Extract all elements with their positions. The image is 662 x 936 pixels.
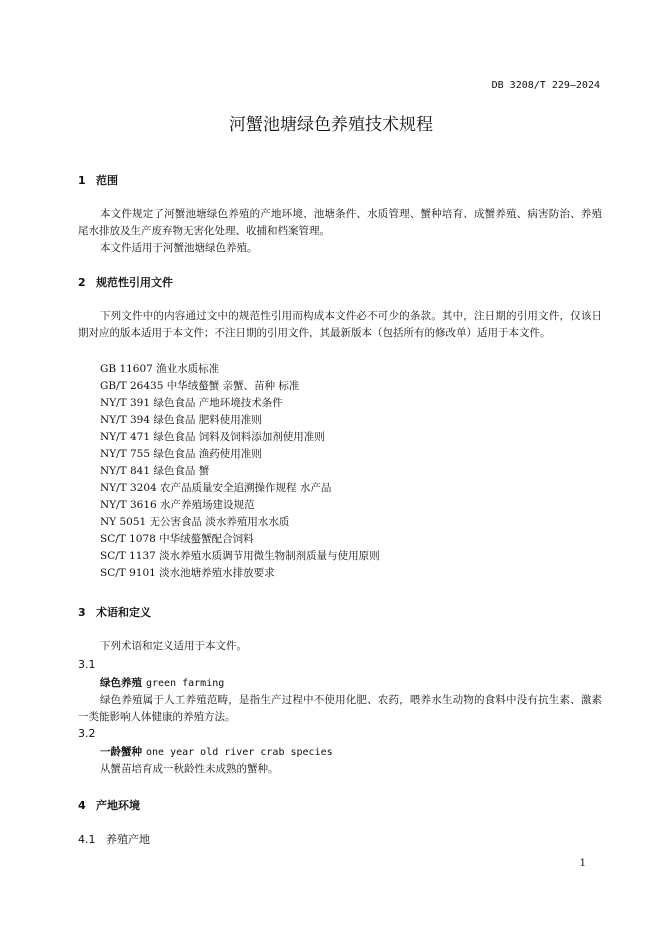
term-number: 3.1	[78, 658, 96, 671]
reference-item: GB 11607 渔业水质标准	[100, 363, 220, 375]
term-number: 3.2	[78, 727, 96, 740]
section-3-heading	[78, 604, 151, 620]
section-title: 产地环境	[96, 799, 140, 812]
reference-item: SC/T 1078 中华绒螯蟹配合饲料	[100, 533, 254, 545]
document-title: 河蟹池塘绿色养殖技术规程	[229, 115, 433, 135]
reference-item: NY 5051 无公害食品 淡水养殖用水水质	[100, 516, 290, 528]
subsection-number: 4.1	[78, 833, 96, 846]
reference-item: NY/T 391 绿色食品 产地环境技术条件	[100, 397, 283, 409]
reference-list	[100, 361, 380, 582]
term-chinese: 绿色养殖	[100, 677, 142, 689]
references-intro: 下列文件中的内容通过文中的规范性引用而构成本文件必不可少的条款。其中，注日期的引用文件，仅该日期对应的版本适用于本文件；不注日期的引用文件，其最新版本（包括所有的修改单）适用于本文件。	[78, 310, 602, 339]
section-title: 术语和定义	[96, 606, 151, 619]
document-number: DB 3208/T 229—2024	[491, 80, 600, 91]
section-number: 3	[78, 606, 86, 619]
reference-item: SC/T 9101 淡水池塘养殖水排放要求	[100, 567, 275, 579]
term-definition: 绿色养殖属于人工养殖范畴，是指生产过程中不使用化肥、农药，喂养水生动物的食料中没有抗生素、激素一类能影响人体健康的养殖方法。	[78, 694, 602, 723]
reference-item: NY/T 471 绿色食品 饲料及饲料添加剂使用准则	[100, 431, 325, 443]
terms-intro: 下列术语和定义适用于本文件。	[100, 640, 247, 652]
section-1-heading	[78, 172, 118, 188]
term-title	[100, 744, 333, 759]
scope-paragraph-2: 本文件适用于河蟹池塘绿色养殖。	[100, 242, 258, 254]
section-title: 规范性引用文件	[96, 276, 173, 289]
section-2-heading	[78, 274, 173, 290]
reference-item: NY/T 755 绿色食品 渔药使用准则	[100, 448, 262, 460]
subsection-4-1-heading	[78, 831, 150, 847]
reference-item: NY/T 394 绿色食品 肥料使用准则	[100, 414, 262, 426]
term-english: one year old river crab species	[146, 747, 333, 758]
reference-item: NY/T 3204 农产品质量安全追溯操作规程 水产品	[100, 482, 332, 494]
term-definition: 从蟹苗培育成一秋龄性未成熟的蟹种。	[100, 763, 279, 775]
section-title: 范围	[96, 174, 118, 187]
section-4-heading	[78, 797, 140, 813]
term-title	[100, 675, 224, 690]
reference-item: NY/T 841 绿色食品 蟹	[100, 465, 210, 477]
scope-paragraph-1: 本文件规定了河蟹池塘绿色养殖的产地环境、池塘条件、水质管理、蟹种培育、成蟹养殖、病害防治、养殖尾水排放及生产废弃物无害化处理、收捕和档案管理。	[78, 208, 602, 237]
reference-item: SC/T 1137 淡水养殖水质调节用微生物制剂质量与使用原则	[100, 550, 380, 562]
page-number: 1	[579, 858, 586, 869]
term-english: green farming	[146, 678, 225, 689]
section-number: 1	[78, 174, 86, 187]
subsection-title: 养殖产地	[106, 833, 150, 846]
section-number: 2	[78, 276, 86, 289]
reference-item: GB/T 26435 中华绒螯蟹 亲蟹、苗种 标准	[100, 380, 300, 392]
term-chinese: 一龄蟹种	[100, 746, 142, 758]
section-number: 4	[78, 799, 86, 812]
reference-item: NY/T 3616 水产养殖场建设规范	[100, 499, 255, 511]
